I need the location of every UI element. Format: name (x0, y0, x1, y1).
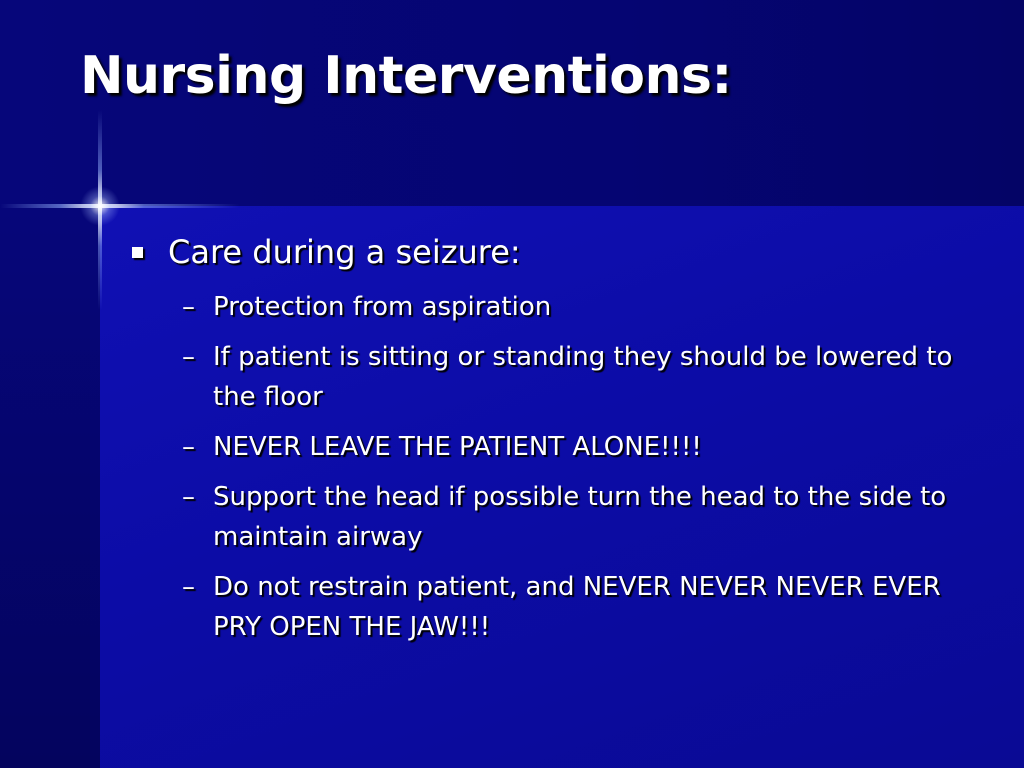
dash-marker: – (182, 292, 195, 322)
sub-bullet-text: If patient is sitting or standing they should be lowered to the floor (213, 342, 953, 412)
slide-title: Nursing Interventions: (80, 46, 732, 106)
dash-marker: – (182, 342, 195, 372)
sub-bullet-item (182, 287, 982, 327)
left-band (0, 206, 100, 768)
light-flare-horizontal (0, 204, 240, 208)
sub-bullet-item (182, 337, 982, 417)
light-flare-icon (80, 186, 120, 226)
sub-bullet-item (182, 427, 982, 467)
main-bullet-text: Care during a seizure: (168, 233, 521, 271)
dash-marker: – (182, 572, 195, 602)
sub-bullet-text: Support the head if possible turn the head to the side to maintain airway (213, 482, 947, 552)
main-bullet (132, 232, 992, 272)
sub-bullet-item (182, 477, 982, 557)
square-bullet-icon (132, 247, 143, 258)
sub-bullet-text: Do not restrain patient, and NEVER NEVER NEVER EVER PRY OPEN THE JAW!!! (213, 572, 941, 642)
sub-bullet-list (182, 287, 982, 657)
sub-bullet-text: Protection from aspiration (213, 292, 552, 322)
dash-marker: – (182, 432, 195, 462)
sub-bullet-text: NEVER LEAVE THE PATIENT ALONE!!!! (213, 432, 702, 462)
dash-marker: – (182, 482, 195, 512)
sub-bullet-item (182, 567, 982, 647)
